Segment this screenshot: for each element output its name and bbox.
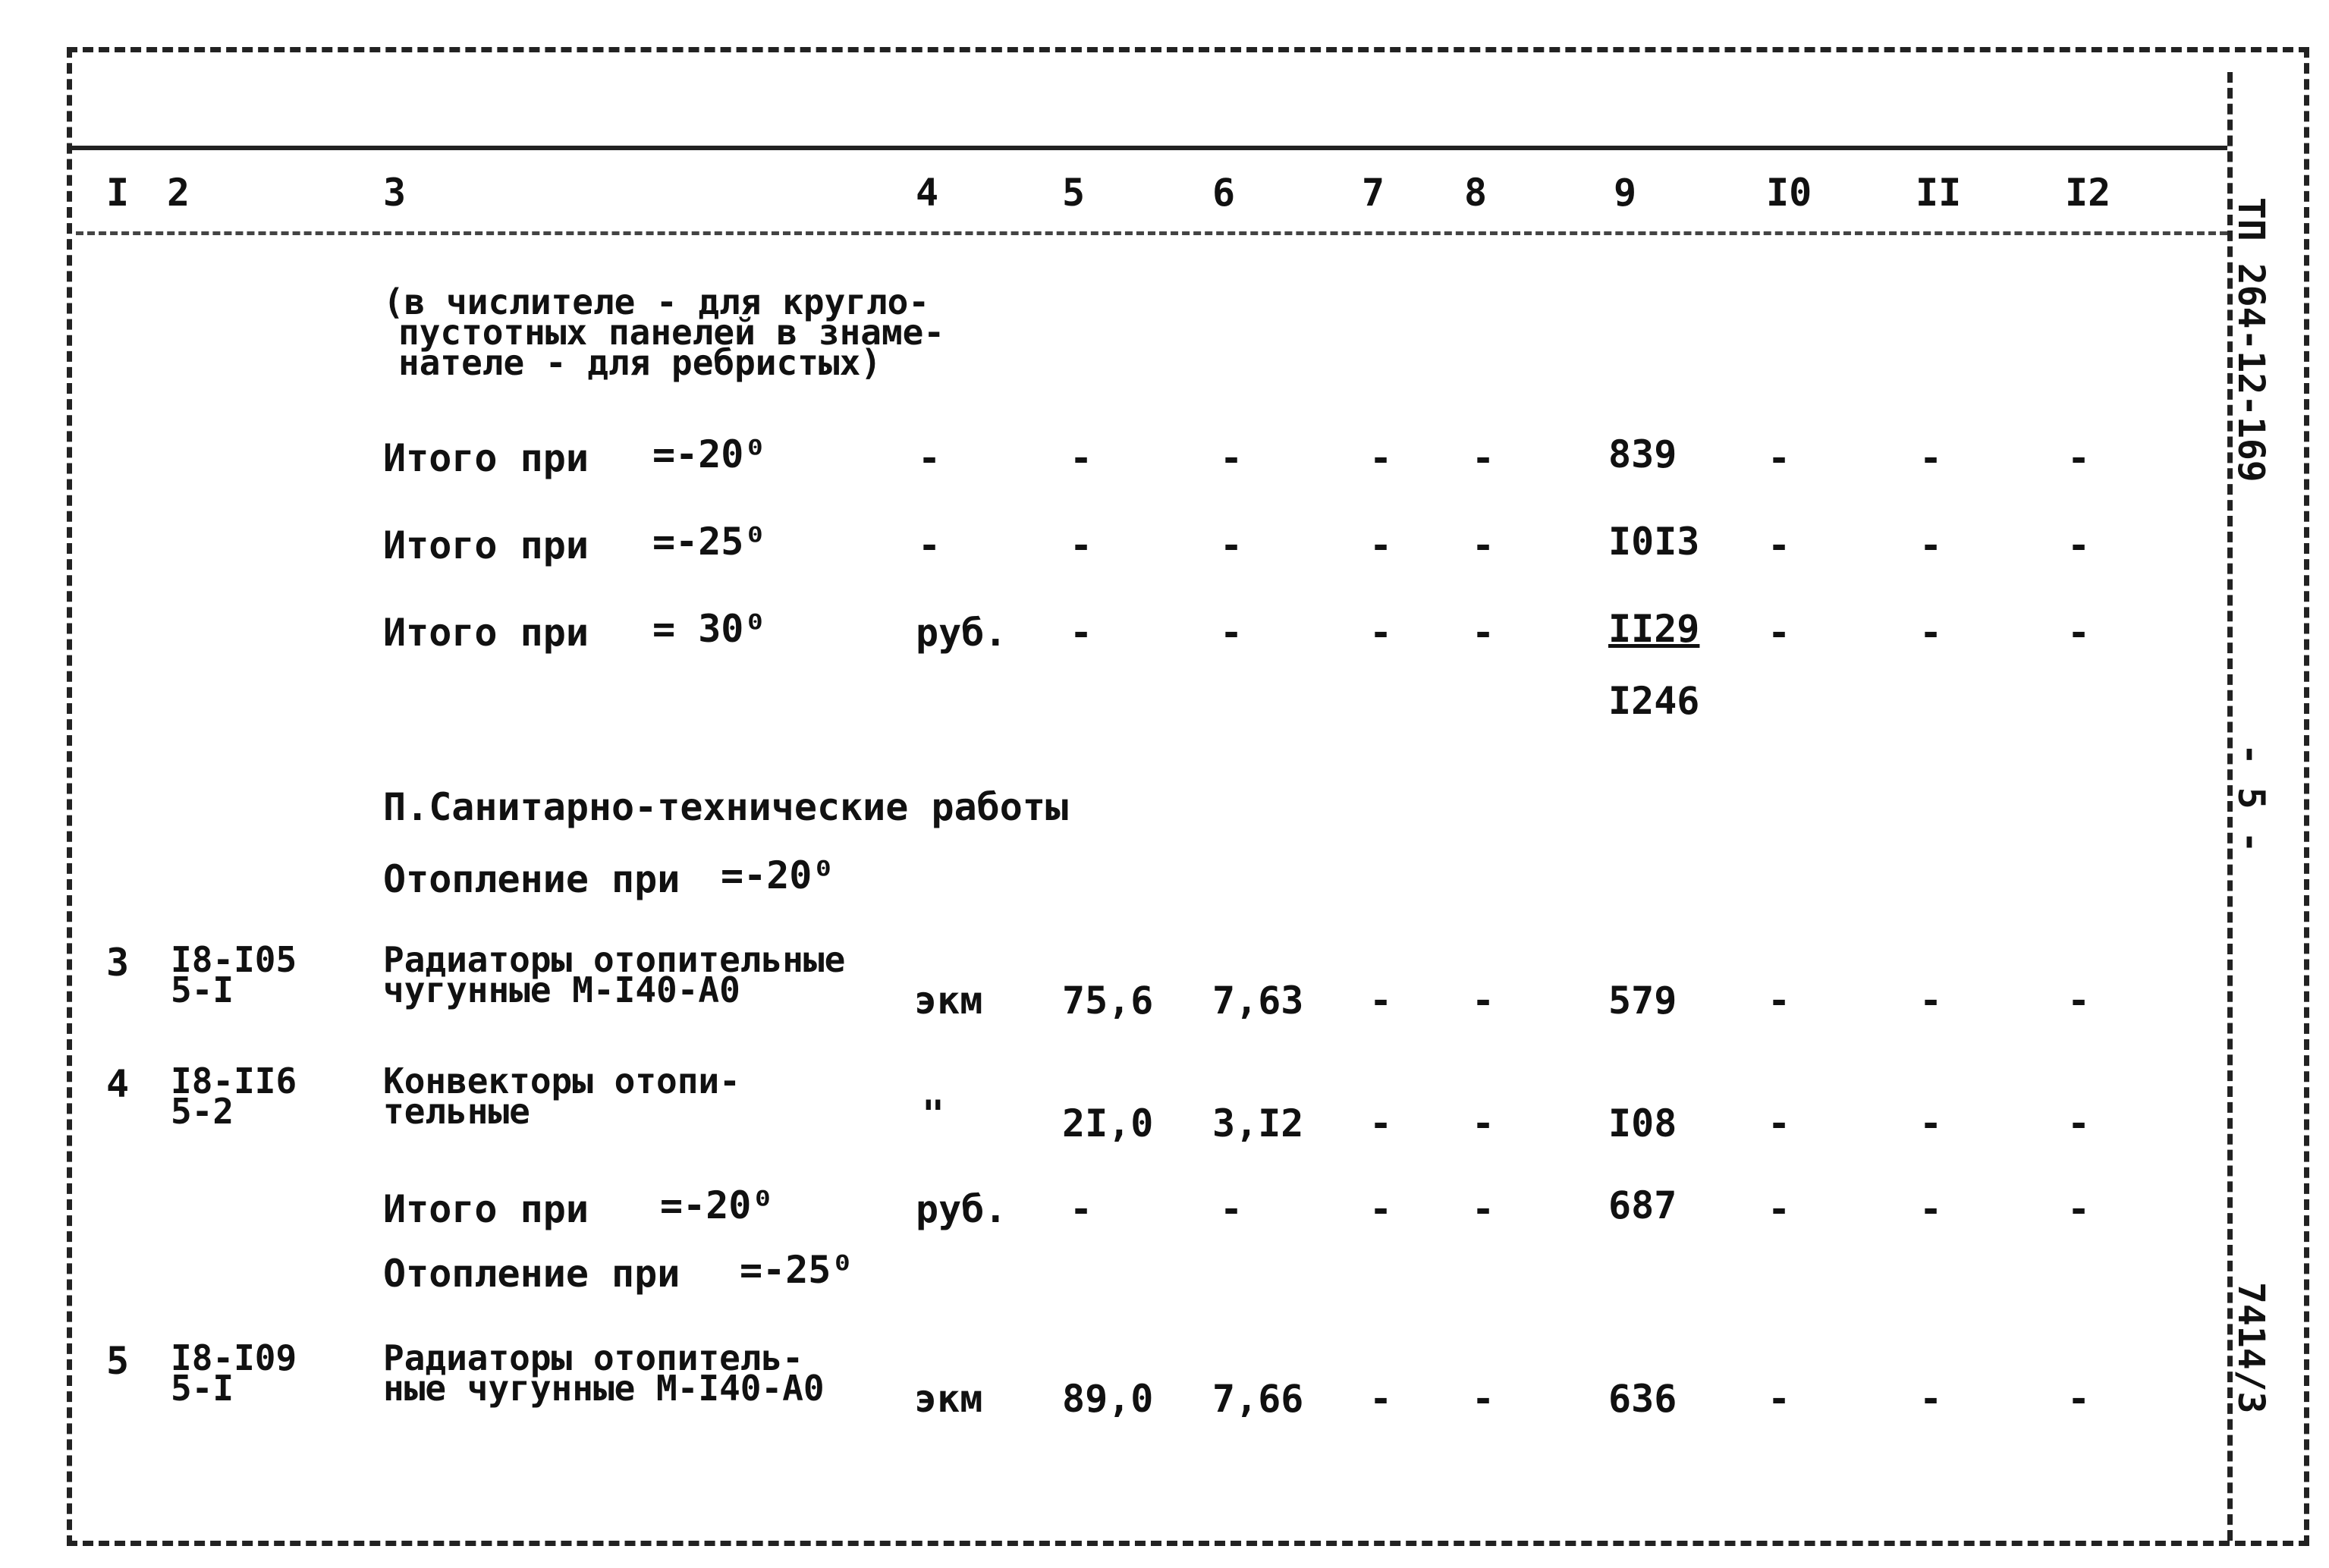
dash-c6: - — [1220, 523, 1243, 567]
dash-c5: - — [1070, 523, 1093, 567]
col-header-10: I0 — [1766, 171, 1812, 215]
dash-c12: - — [2067, 1101, 2091, 1145]
row-unit: экм — [914, 979, 983, 1023]
row-number: 3 — [106, 941, 130, 985]
dash-c4: - — [918, 523, 941, 567]
dash-c8: - — [1472, 1377, 1495, 1421]
row-c5: 2I,0 — [1062, 1101, 1154, 1145]
row-code-sub: 5-I — [171, 1368, 234, 1409]
dash-c5: - — [1070, 436, 1093, 480]
dash-c7: - — [1369, 611, 1393, 655]
section-title: П.Санитарно-технические работы — [383, 785, 1069, 829]
header-rule — [76, 231, 2227, 235]
dash-c10: - — [1768, 979, 1791, 1023]
col-header-3: 3 — [383, 171, 407, 215]
dash-c11: - — [1919, 611, 1943, 655]
dash-c8: - — [1472, 979, 1495, 1023]
total-temp: =-20⁰ — [652, 432, 767, 476]
row-unit: " — [922, 1092, 945, 1136]
dash-c12: - — [2067, 523, 2091, 567]
total-label: Итого при — [383, 1187, 589, 1231]
row-c6: 7,63 — [1212, 979, 1304, 1023]
total-temp: =-20⁰ — [660, 1183, 775, 1227]
dash-c7: - — [1369, 1101, 1393, 1145]
dash-c5: - — [1070, 1187, 1093, 1231]
row-name-2: тельные — [383, 1091, 530, 1132]
total-temp: =-25⁰ — [652, 520, 767, 564]
unit-c4: руб. — [916, 611, 1007, 655]
total-c9-denominator: I246 — [1608, 679, 1700, 723]
dash-c6: - — [1220, 1187, 1243, 1231]
dash-c12: - — [2067, 1187, 2091, 1231]
col-header-7: 7 — [1362, 171, 1385, 215]
row-code: I8-I05 — [171, 939, 297, 980]
row-number: 4 — [106, 1062, 130, 1106]
row-unit: экм — [914, 1377, 983, 1421]
page-number: - 5 - — [2230, 743, 2272, 853]
row-c6: 3,I2 — [1212, 1101, 1304, 1145]
total-c9: I0I3 — [1608, 520, 1700, 564]
row-c9: 579 — [1608, 979, 1677, 1023]
col-header-6: 6 — [1212, 171, 1236, 215]
dash-c8: - — [1472, 523, 1495, 567]
heating-temp: =-25⁰ — [740, 1248, 854, 1292]
dash-c12: - — [2067, 979, 2091, 1023]
dash-c8: - — [1472, 1187, 1495, 1231]
col-header-1: I — [106, 171, 130, 215]
total-label: Итого при — [383, 523, 589, 567]
dash-c8: - — [1472, 611, 1495, 655]
row-name: Конвекторы отопи- — [383, 1061, 740, 1101]
heating-label: Отопление при — [383, 1252, 680, 1296]
top-rule — [67, 146, 2227, 150]
dash-c7: - — [1369, 1187, 1393, 1231]
dash-c10: - — [1768, 1187, 1791, 1231]
row-c5: 89,0 — [1062, 1377, 1154, 1421]
dash-c8: - — [1472, 436, 1495, 480]
total-label: Итого при — [383, 611, 589, 655]
col-header-8: 8 — [1464, 171, 1488, 215]
row-code: I8-II6 — [171, 1061, 297, 1101]
dash-c11: - — [1919, 1187, 1943, 1231]
dash-c11: - — [1919, 1377, 1943, 1421]
col-header-12: I2 — [2065, 171, 2111, 215]
dash-c6: - — [1220, 436, 1243, 480]
row-name-2: чугунные М-I40-А0 — [383, 969, 740, 1010]
col-header-4: 4 — [916, 171, 939, 215]
row-name: Радиаторы отопитель- — [383, 1337, 803, 1378]
dash-c11: - — [1919, 436, 1943, 480]
dash-c12: - — [2067, 611, 2091, 655]
dash-c11: - — [1919, 1101, 1943, 1145]
dash-c12: - — [2067, 436, 2091, 480]
sheet-number: 7414/3 — [2230, 1282, 2272, 1414]
dash-c4: - — [918, 436, 941, 480]
dash-c10: - — [1768, 611, 1791, 655]
row-name-2: ные чугунные М-I40-А0 — [383, 1368, 825, 1409]
row-c5: 75,6 — [1062, 979, 1154, 1023]
dash-c8: - — [1472, 1101, 1495, 1145]
row-c9: 636 — [1608, 1377, 1677, 1421]
total-c9-numerator: II29 — [1608, 607, 1700, 651]
dash-c5: - — [1070, 611, 1093, 655]
dash-c7: - — [1369, 523, 1393, 567]
note-line-3: нателе - для ребристых) — [398, 342, 882, 383]
note-line-1: (в числителе - для кругло- — [383, 281, 930, 322]
row-code-sub: 5-2 — [171, 1091, 234, 1132]
dash-c10: - — [1768, 1377, 1791, 1421]
dash-c6: - — [1220, 611, 1243, 655]
dash-c7: - — [1369, 1377, 1393, 1421]
total-temp: = 30⁰ — [652, 607, 767, 651]
dash-c10: - — [1768, 436, 1791, 480]
dash-c10: - — [1768, 523, 1791, 567]
row-number: 5 — [106, 1339, 130, 1383]
col-header-11: II — [1916, 171, 1962, 215]
row-code-sub: 5-I — [171, 969, 234, 1010]
row-code: I8-I09 — [171, 1337, 297, 1378]
row-c6: 7,66 — [1212, 1377, 1304, 1421]
row-c9: I08 — [1608, 1101, 1677, 1145]
dash-c10: - — [1768, 1101, 1791, 1145]
col-header-5: 5 — [1062, 171, 1086, 215]
col-header-9: 9 — [1614, 171, 1637, 215]
total-c9: 839 — [1608, 432, 1677, 476]
dash-c12: - — [2067, 1377, 2091, 1421]
total-label: Итого при — [383, 436, 589, 480]
dash-c7: - — [1369, 436, 1393, 480]
note-line-2: пустотных панелей в знаме- — [398, 312, 945, 353]
dash-c11: - — [1919, 523, 1943, 567]
dash-c11: - — [1919, 979, 1943, 1023]
total-c9: 687 — [1608, 1183, 1677, 1227]
unit-c4: руб. — [916, 1187, 1007, 1231]
document-code: ТП 264-12-169 — [2230, 197, 2272, 482]
row-name: Радиаторы отопительные — [383, 939, 846, 980]
heating-temp: =-20⁰ — [721, 853, 835, 897]
dash-c7: - — [1369, 979, 1393, 1023]
col-header-2: 2 — [167, 171, 190, 215]
heating-label: Отопление при — [383, 857, 680, 901]
